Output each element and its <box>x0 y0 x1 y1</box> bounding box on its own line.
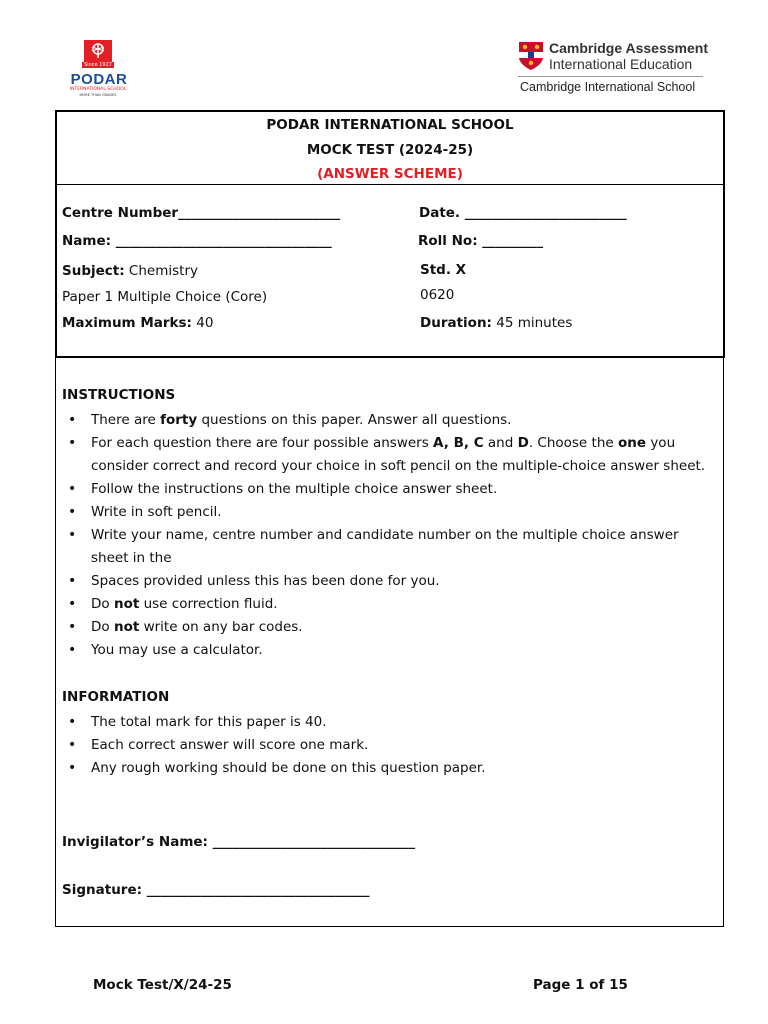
centre-number-field: Centre Number________________________ <box>62 205 341 221</box>
signature-field: Signature: _________________________________ <box>62 882 370 898</box>
instructions-heading: INSTRUCTIONS <box>62 387 176 403</box>
subject-value: Chemistry <box>124 263 198 279</box>
duration-label: Duration: <box>420 315 492 331</box>
information-heading: INFORMATION <box>62 689 170 705</box>
cambridge-logo <box>518 40 708 96</box>
podar-subtitle: INTERNATIONAL SCHOOL <box>69 87 127 92</box>
invigilator-name-field: Invigilator’s Name: ______________________________ <box>62 834 416 850</box>
podar-tagline: MORE THAN GRADES <box>79 93 117 97</box>
max-marks-row <box>62 315 213 331</box>
podar-since-label: Since 1927 <box>82 62 114 68</box>
duration-value: 45 minutes <box>491 315 573 331</box>
max-marks-label: Maximum Marks: <box>62 315 192 331</box>
header-divider <box>55 184 725 185</box>
cambridge-line3: Cambridge International School <box>520 80 696 94</box>
list-item: • Do not use correction fluid. <box>62 593 712 616</box>
list-item: • Each correct answer will score one mark. <box>62 734 712 757</box>
subject-label: Subject: <box>62 263 125 279</box>
subject-row <box>62 263 198 279</box>
syllabus-code: 0620 <box>420 287 455 303</box>
list-item: • Spaces provided unless this has been done for you. <box>62 570 712 593</box>
footer-page-number: Page 1 of 15 <box>533 977 628 993</box>
test-title: MOCK TEST (2024-25) <box>306 142 474 158</box>
list-item: • You may use a calculator. <box>62 639 712 662</box>
cambridge-shield-icon <box>518 41 544 71</box>
list-item: • The total mark for this paper is 40. <box>62 711 712 734</box>
name-field: Name: ________________________________ <box>62 233 332 249</box>
date-field: Date. ________________________ <box>419 205 627 221</box>
information-list <box>62 711 712 780</box>
footer-test-code: Mock Test/X/24-25 <box>93 977 232 993</box>
cambridge-line1: Cambridge Assessment <box>549 40 708 56</box>
instructions-list <box>62 409 712 662</box>
cambridge-divider <box>518 76 703 77</box>
podar-logo <box>58 40 138 98</box>
cambridge-line2: International Education <box>549 56 693 72</box>
duration-row <box>420 315 572 331</box>
roll-no-field: Roll No: _________ <box>418 233 544 249</box>
list-item: • Do not write on any bar codes. <box>62 616 712 639</box>
list-item: • For each question there are four possible answers A, B, C and D. Choose the one you consider correct and record your choice in soft pencil on the multiple-choice answer sheet. <box>62 432 712 478</box>
answer-scheme-label: (ANSWER SCHEME) <box>317 166 463 182</box>
std-label: Std. X <box>420 262 467 278</box>
paper-label: Paper 1 Multiple Choice (Core) <box>62 289 268 305</box>
list-item: • Write in soft pencil. <box>62 501 712 524</box>
school-title: PODAR INTERNATIONAL SCHOOL <box>266 117 514 133</box>
list-item: • There are forty questions on this paper. Answer all questions. <box>62 409 712 432</box>
list-item: • Write your name, centre number and candidate number on the multiple choice answer sheet in the <box>62 524 712 570</box>
max-marks-value: 40 <box>191 315 214 331</box>
list-item: • Follow the instructions on the multiple choice answer sheet. <box>62 478 712 501</box>
list-item: • Any rough working should be done on this question paper. <box>62 757 712 780</box>
podar-name: PODAR <box>70 71 128 88</box>
